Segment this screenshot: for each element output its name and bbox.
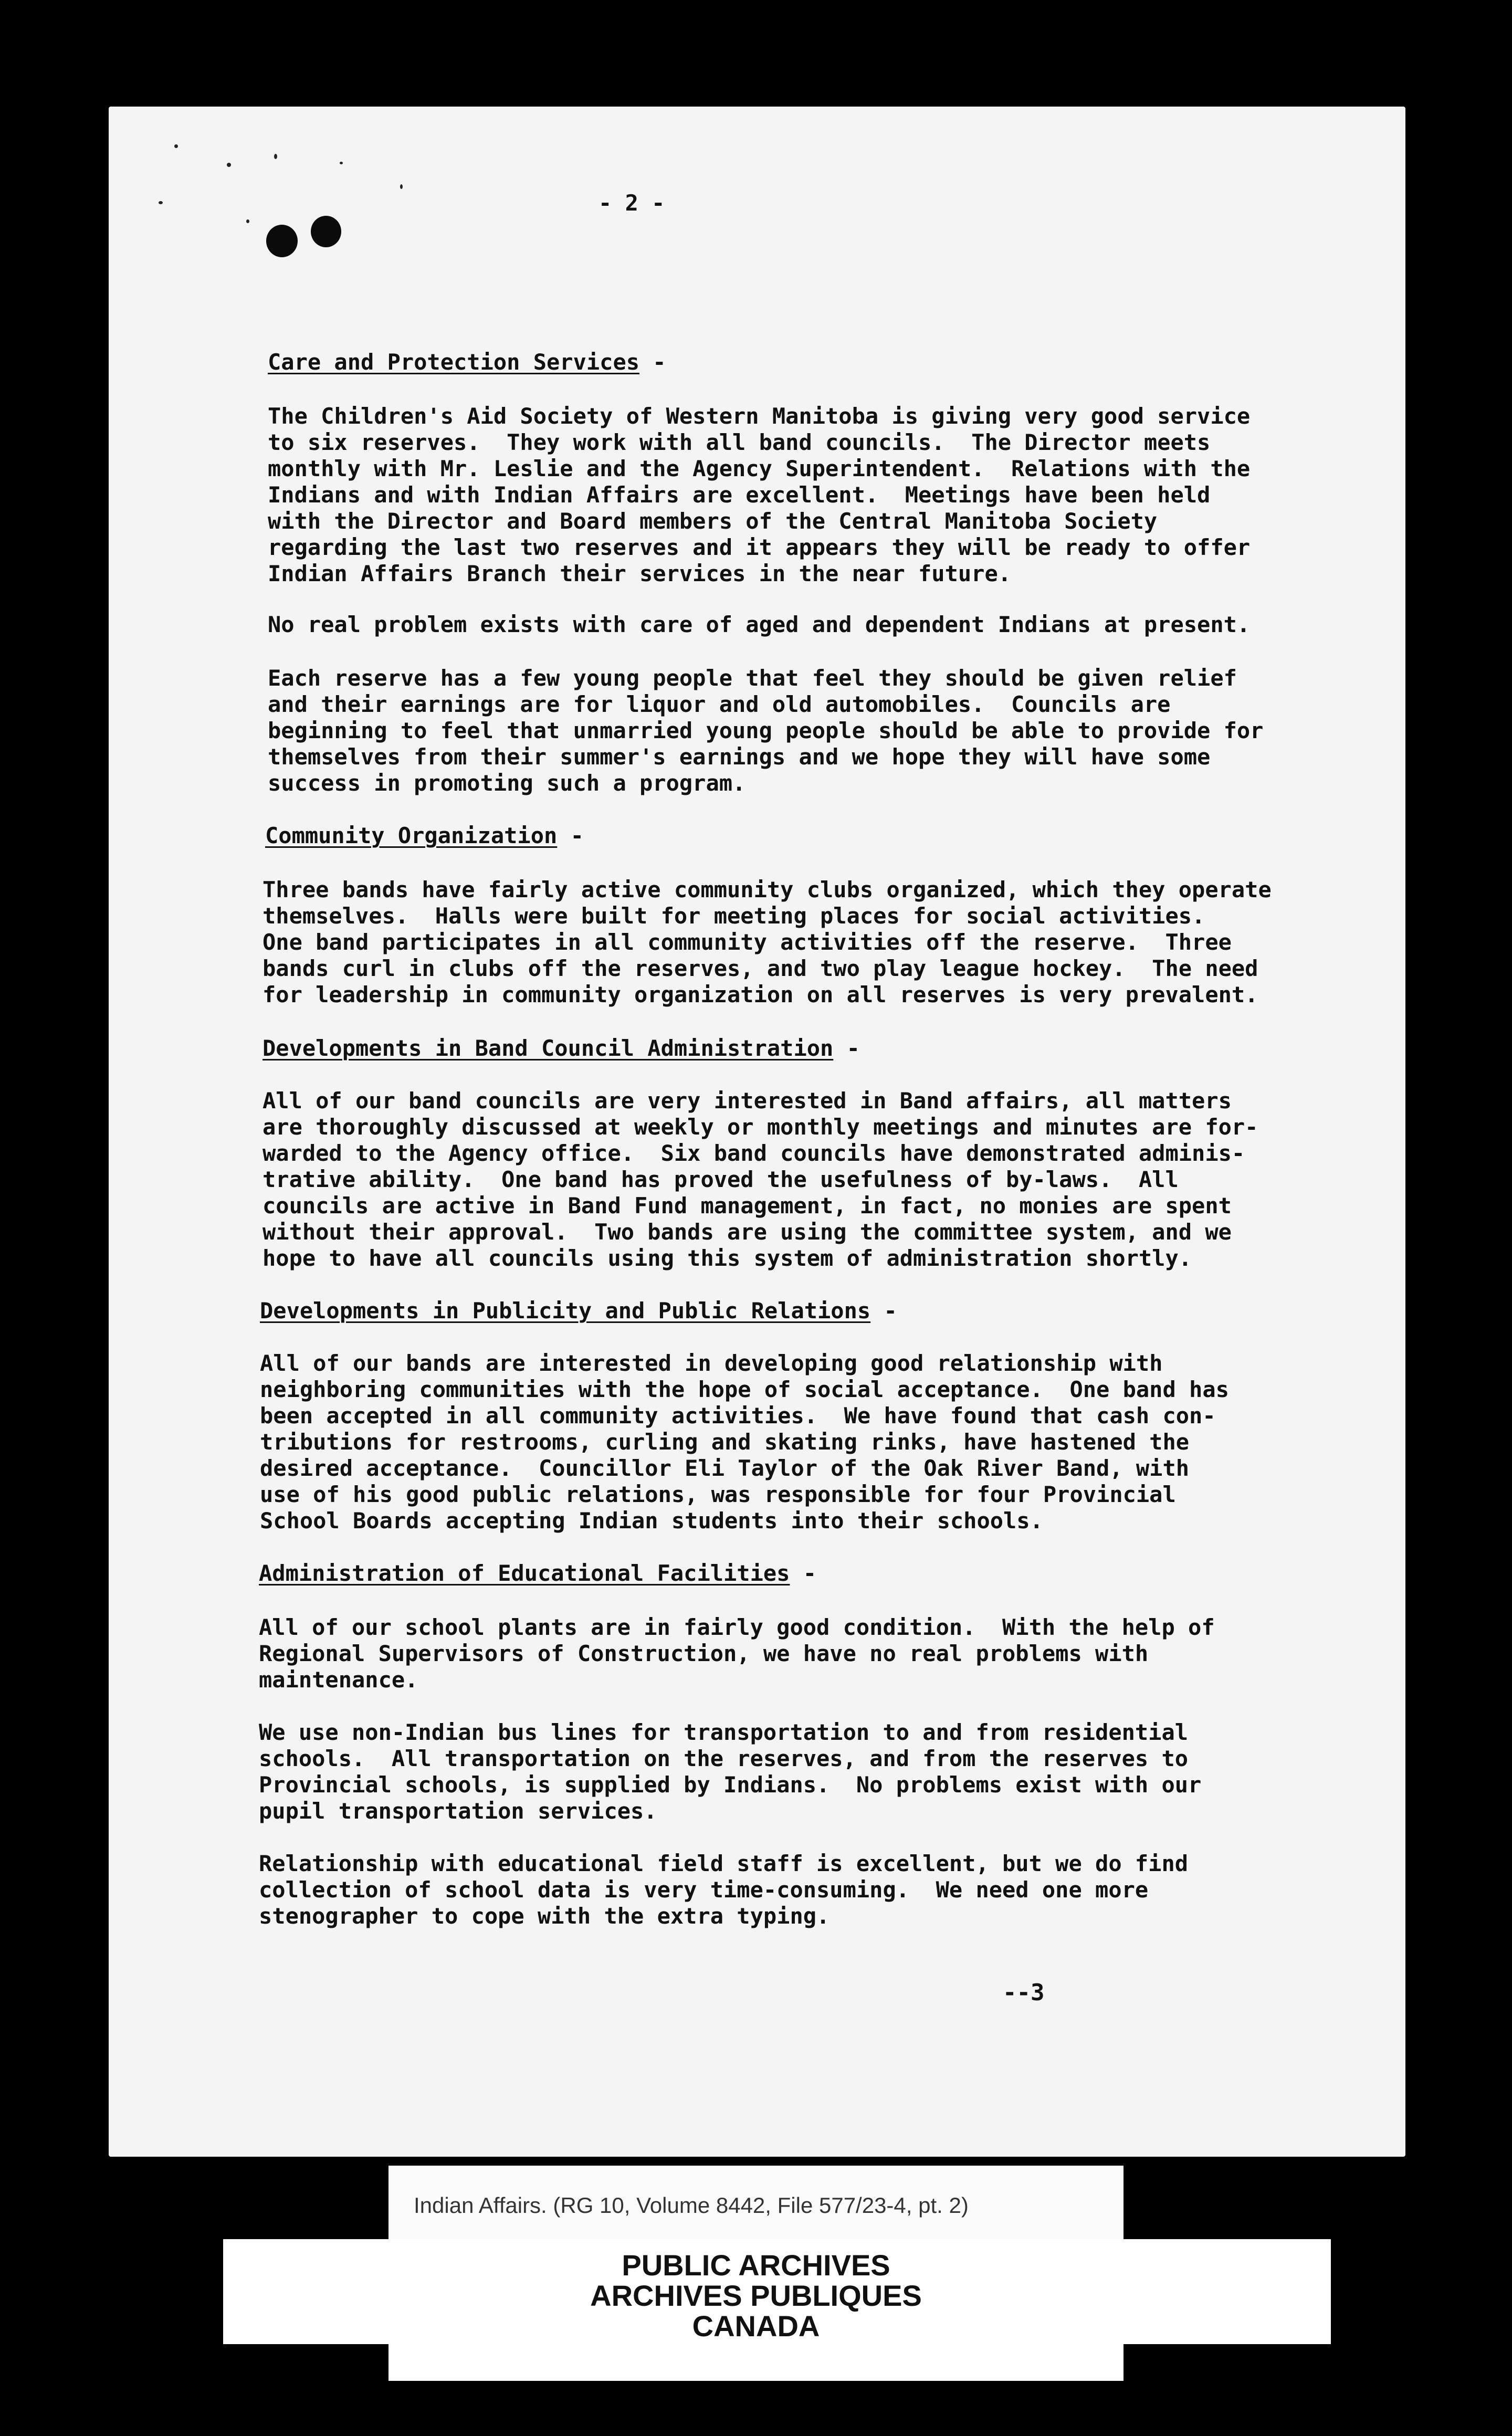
section-heading bbox=[259, 1560, 816, 1587]
section-heading-text: Administration of Educational Facilities bbox=[259, 1560, 790, 1586]
archive-stamp-band bbox=[223, 2239, 1331, 2344]
punch-hole bbox=[266, 225, 298, 257]
stamp-line-3: CANADA bbox=[692, 2309, 820, 2343]
punch-hole bbox=[311, 216, 341, 247]
paragraph: Three bands have fairly active community clubs organized, which they operate themselves. Halls were built for meeting places for social activities. One band participates in all community activities off the reserve. Three bands curl in clubs off the reserves, and two play league hockey. The need for leadership in community organization on all reserves is very prevalent. bbox=[262, 877, 1272, 1007]
stamp-line-1: PUBLIC ARCHIVES bbox=[622, 2249, 890, 2282]
section-heading bbox=[260, 1298, 897, 1324]
section-heading-text: Community Organization bbox=[265, 823, 558, 848]
paragraph: The Children's Aid Society of Western Manitoba is giving very good service to six reserves. They work with all band councils. The Director meets monthly with Mr. Leslie and the Agency Superintendent. Relations with the Indians and with Indian Affairs are excellent. Meetings have been held with the Director and Board members of the Central Manitoba Society regarding the last two reserves and it appears they will be ready to offer Indian Affairs Branch their services in the near future. bbox=[268, 403, 1251, 586]
section-heading-text: Developments in Publicity and Public Relations bbox=[260, 1298, 871, 1324]
paragraph: Each reserve has a few young people that feel they should be given relief and their earnings are for liquor and old automobiles. Councils are beginning to feel that unmarried young people should be able to provide for themselves from their summer's earnings and we hope they will have some success in promoting such a program. bbox=[268, 665, 1264, 796]
stamp-line-2: ARCHIVES PUBLIQUES bbox=[590, 2279, 922, 2312]
speck bbox=[159, 201, 163, 204]
page-number: - 2 - bbox=[598, 190, 665, 216]
section-heading-suffix: - bbox=[833, 1035, 860, 1061]
citation-text: Indian Affairs. (RG 10, Volume 8442, File 577/23-4, pt. 2) bbox=[414, 2193, 969, 2218]
paragraph: Relationship with educational field staff is excellent, but we do find collection of school data is very time-consuming. We need one more stenographer to cope with the extra typing. bbox=[259, 1851, 1189, 1929]
speck bbox=[274, 154, 277, 159]
archive-stamp bbox=[388, 2239, 1124, 2381]
speck bbox=[340, 162, 343, 164]
citation-label bbox=[388, 2166, 1124, 2239]
section-heading-suffix: - bbox=[557, 823, 584, 848]
paragraph: No real problem exists with care of aged and dependent Indians at present. bbox=[268, 612, 1251, 637]
paragraph: All of our school plants are in fairly good condition. With the help of Regional Supervisors of Construction, we have no real problems with maintenance. bbox=[259, 1614, 1215, 1693]
paragraph: We use non-Indian bus lines for transportation to and from residential schools. All transportation on the reserves, and from the reserves to Provincial schools, is supplied by Indians. No problems exist with our pupil transportation services. bbox=[259, 1719, 1202, 1824]
section-heading-text: Care and Protection Services bbox=[268, 349, 640, 375]
section-heading-text: Developments in Band Council Administration bbox=[262, 1035, 834, 1061]
speck bbox=[246, 219, 249, 223]
section-heading-suffix: - bbox=[639, 349, 666, 375]
section-heading bbox=[265, 823, 584, 849]
section-heading bbox=[268, 349, 666, 375]
paragraph: All of our bands are interested in developing good relationship with neighboring communities with the hope of social acceptance. One band has been accepted in all community activities. We have found that cash con- tributions for restrooms, curling and skating rinks, have hastened the desired acceptance. Councillor Eli Taylor of the Oak River Band, with use of his good public relations, was responsible for four Provincial School Boards accepting Indian students into their schools. bbox=[260, 1350, 1229, 1534]
section-heading bbox=[262, 1035, 860, 1062]
section-heading-suffix: - bbox=[870, 1298, 897, 1324]
speck bbox=[227, 163, 231, 167]
paragraph: All of our band councils are very interested in Band affairs, all matters are thoroughly discussed at weekly or monthly meetings and minutes are for- warded to the Agency office. Six band councils have demonstrated adminis- trative ability. One band has proved the usefulness of by-laws. All councils are active in Band Fund management, in fact, no monies are spent without their approval. Two bands are using the committee system, and we hope to have all councils using this system of administration shortly. bbox=[262, 1088, 1258, 1271]
speck bbox=[400, 184, 403, 189]
section-heading-suffix: - bbox=[790, 1560, 817, 1586]
continuation-marker: --3 bbox=[1003, 1979, 1045, 2006]
speck bbox=[174, 144, 178, 148]
